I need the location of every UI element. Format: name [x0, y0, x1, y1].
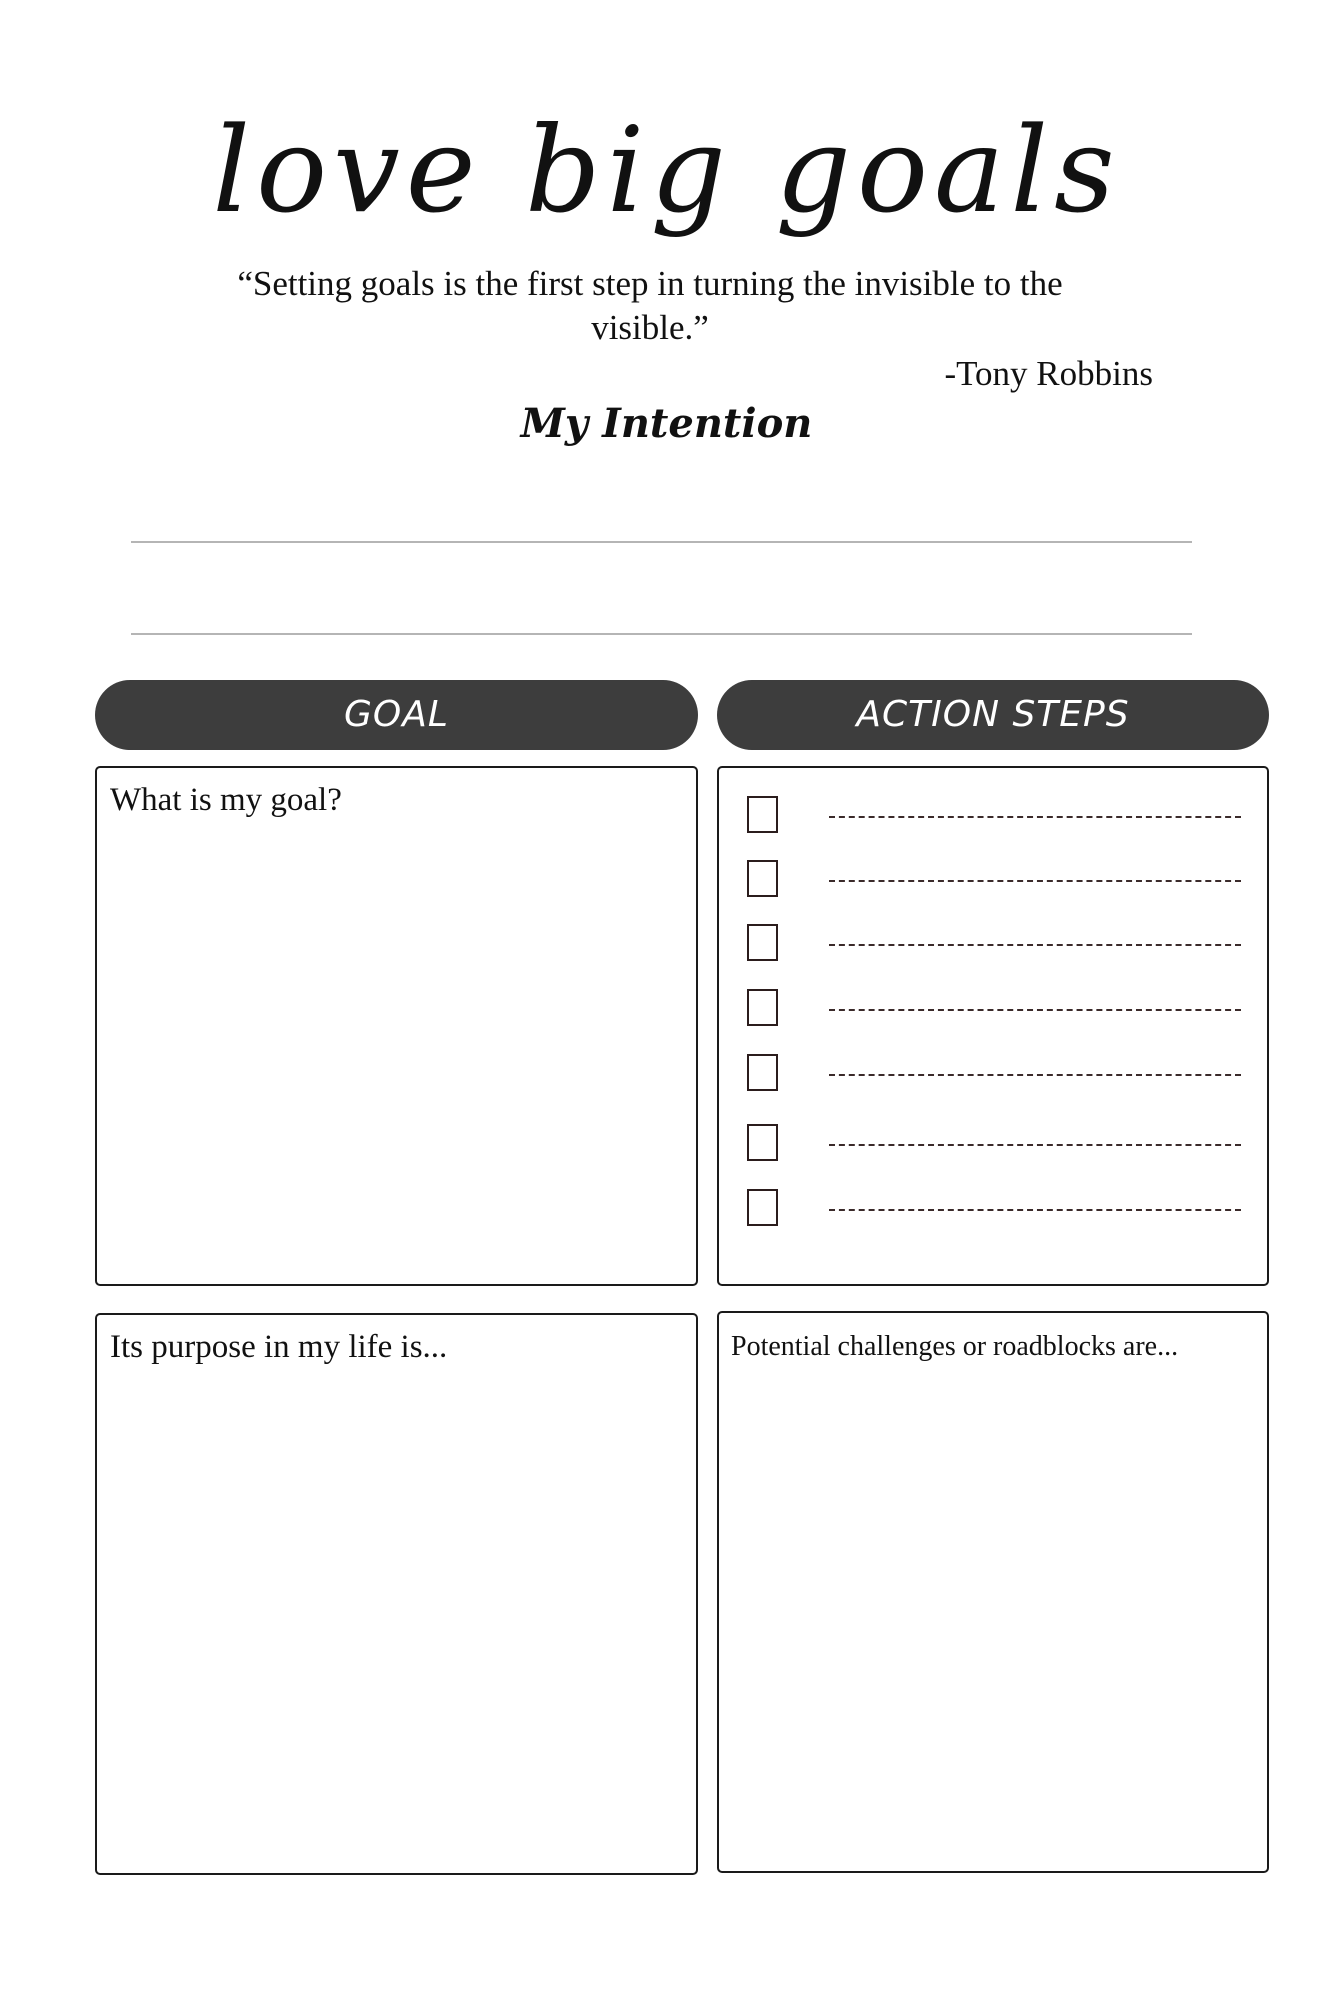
action-step-line[interactable] [829, 944, 1241, 946]
action-step-line[interactable] [829, 816, 1241, 818]
action-step-row [719, 1054, 1267, 1102]
challenges-prompt: Potential challenges or roadblocks are... [731, 1331, 1179, 1362]
action-step-row [719, 924, 1267, 972]
action-step-checkbox[interactable] [747, 924, 778, 961]
intention-heading: My Intention [520, 400, 813, 447]
purpose-prompt: Its purpose in my life is... [110, 1329, 448, 1365]
goal-header: GOAL [95, 680, 698, 750]
action-step-line[interactable] [829, 880, 1241, 882]
intention-line-2[interactable] [131, 633, 1192, 635]
action-step-checkbox[interactable] [747, 989, 778, 1026]
action-step-line[interactable] [829, 1209, 1241, 1211]
action-step-checkbox[interactable] [747, 1054, 778, 1091]
action-step-row [719, 989, 1267, 1037]
quote-text: “Setting goals is the first step in turning the invisible to the visible.” [237, 264, 1063, 347]
challenges-box[interactable] [717, 1311, 1269, 1873]
action-step-line[interactable] [829, 1144, 1241, 1146]
action-step-line[interactable] [829, 1074, 1241, 1076]
action-step-row [719, 1124, 1267, 1172]
action-step-checkbox[interactable] [747, 796, 778, 833]
action-step-checkbox[interactable] [747, 860, 778, 897]
goal-box[interactable] [95, 766, 698, 1286]
quote-author: -Tony Robbins [944, 354, 1153, 393]
action-steps-box [717, 766, 1269, 1286]
intention-line-1[interactable] [131, 541, 1192, 543]
action-steps-header: ACTION STEPS [717, 680, 1269, 750]
action-step-line[interactable] [829, 1009, 1241, 1011]
action-step-row [719, 796, 1267, 844]
purpose-box[interactable] [95, 1313, 698, 1875]
action-step-row [719, 860, 1267, 908]
action-step-checkbox[interactable] [747, 1124, 778, 1161]
action-step-checkbox[interactable] [747, 1189, 778, 1226]
goal-prompt: What is my goal? [110, 782, 342, 818]
action-step-row [719, 1189, 1267, 1237]
page-title: love big goals [212, 101, 1121, 239]
